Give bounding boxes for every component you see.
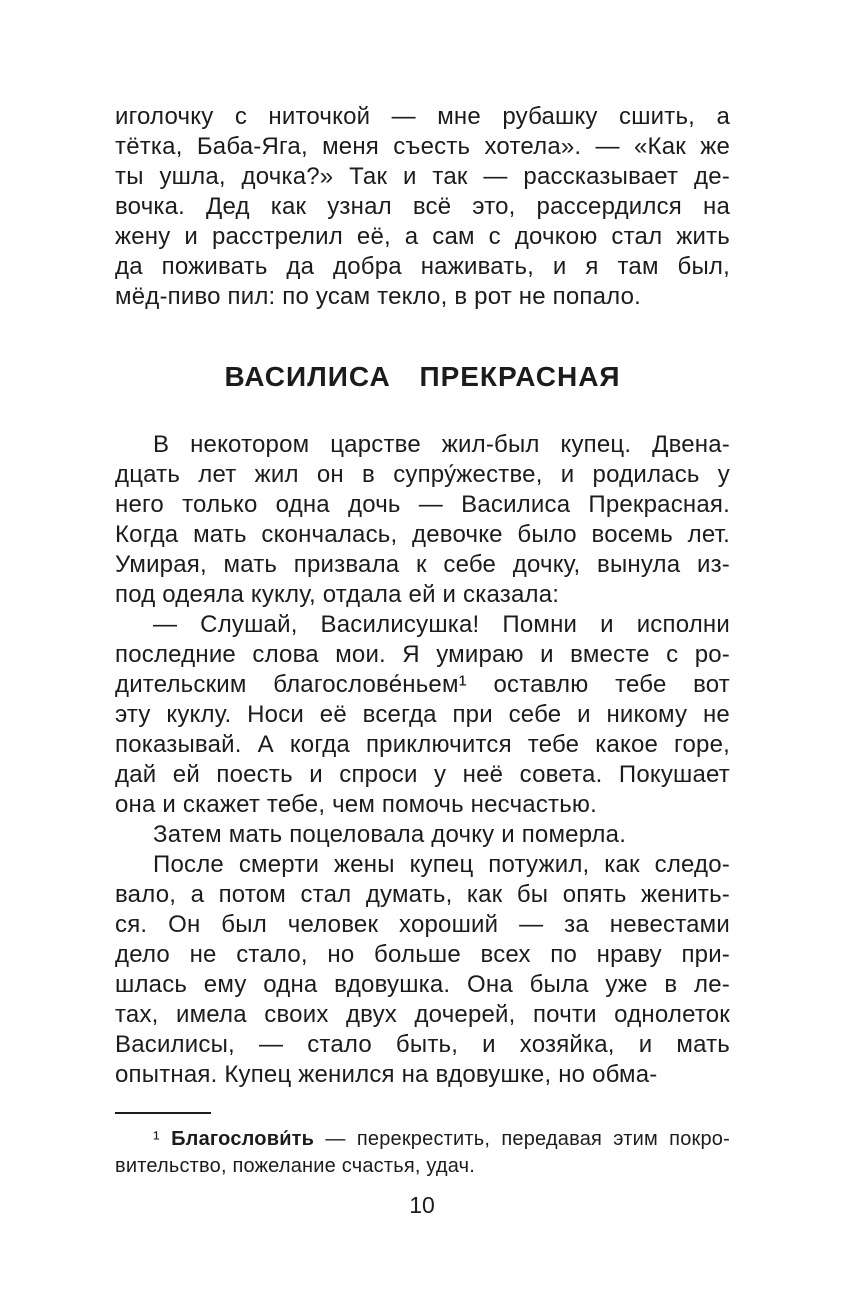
text-line: да поживать да добра наживать, и я там был, bbox=[115, 253, 730, 280]
text-line: Василисы, — стало быть, и хозяйка, и мать bbox=[115, 1031, 730, 1058]
text-line: него только одна дочь — Василиса Прекрасная. bbox=[115, 491, 730, 518]
text-line: опытная. Купец женился на вдовушке, но обма- bbox=[115, 1061, 658, 1088]
text-line: дительским благослове́ньем¹ оставлю тебе вот bbox=[115, 671, 730, 698]
text-line: вочка. Дед как узнал всё это, рассердился на bbox=[115, 193, 730, 220]
text-line: После смерти жены купец потужил, как следо- bbox=[153, 851, 730, 878]
paragraph bbox=[115, 850, 730, 1090]
text-line: В некотором царстве жил-был купец. Двена- bbox=[153, 431, 730, 458]
text-line: дай ей поесть и спроси у неё совета. Покушает bbox=[115, 761, 730, 788]
text-line: последние слова мои. Я умираю и вместе с ро- bbox=[115, 641, 730, 668]
text-line: — Слушай, Василисушка! Помни и исполни bbox=[153, 611, 730, 638]
text-block bbox=[115, 0, 730, 1180]
text-line: иголочку с ниточкой — мне рубашку сшить, а bbox=[115, 103, 730, 130]
text-line: дело не стало, но больше всех по нраву при- bbox=[115, 941, 730, 968]
text-segment: ¹ bbox=[153, 1128, 172, 1150]
text-line: Когда мать скончалась, девочке было восемь лет. bbox=[115, 521, 730, 548]
text-line: Умирая, мать призвала к себе дочку, вынула из- bbox=[115, 551, 730, 578]
text-line bbox=[115, 1126, 730, 1153]
footnote-term: Благослови́ть bbox=[171, 1128, 315, 1150]
footnote bbox=[115, 1126, 730, 1180]
paragraph-continuation bbox=[115, 102, 730, 312]
text-line: мёд-пиво пил: по усам текло, в рот не попало. bbox=[115, 283, 642, 310]
footnote-divider bbox=[115, 1112, 211, 1114]
text-segment: — перекрестить, передавая этим покро- bbox=[314, 1128, 730, 1150]
paragraph bbox=[115, 430, 730, 610]
page-number: 10 bbox=[409, 1192, 435, 1218]
paragraph bbox=[115, 820, 730, 850]
text-line: шлась ему одна вдовушка. Она была уже в ле- bbox=[115, 971, 730, 998]
text-line: показывай. А когда приключится тебе какое горе, bbox=[115, 731, 730, 758]
text-line: ты ушла, дочка?» Так и так — рассказывает де- bbox=[115, 163, 730, 190]
paragraph bbox=[115, 610, 730, 820]
text-line: тётка, Баба-Яга, меня съесть хотела». — «Как же bbox=[115, 133, 730, 160]
text-line: эту куклу. Носи её всегда при себе и никому не bbox=[115, 701, 730, 728]
text-line: вало, а потом стал думать, как бы опять женить- bbox=[115, 881, 730, 908]
chapter-title: ВАСИЛИСА ПРЕКРАСНАЯ bbox=[224, 361, 621, 392]
text-line: под одеяла куклу, отдала ей и сказала: bbox=[115, 581, 560, 608]
text-line: жену и расстрелил её, а сам с дочкою стал жить bbox=[115, 223, 730, 250]
text-line: она и скажет тебе, чем помочь несчастью. bbox=[115, 791, 597, 818]
text-line: вительство, пожелание счастья, удач. bbox=[115, 1155, 476, 1177]
text-line: Затем мать поцеловала дочку и померла. bbox=[153, 821, 627, 848]
text-line: дцать лет жил он в супру́жестве, и родилась у bbox=[115, 461, 730, 488]
text-line: ся. Он был человек хороший — за невестами bbox=[115, 911, 730, 938]
text-line: тах, имела своих двух дочерей, почти однолеток bbox=[115, 1001, 730, 1028]
